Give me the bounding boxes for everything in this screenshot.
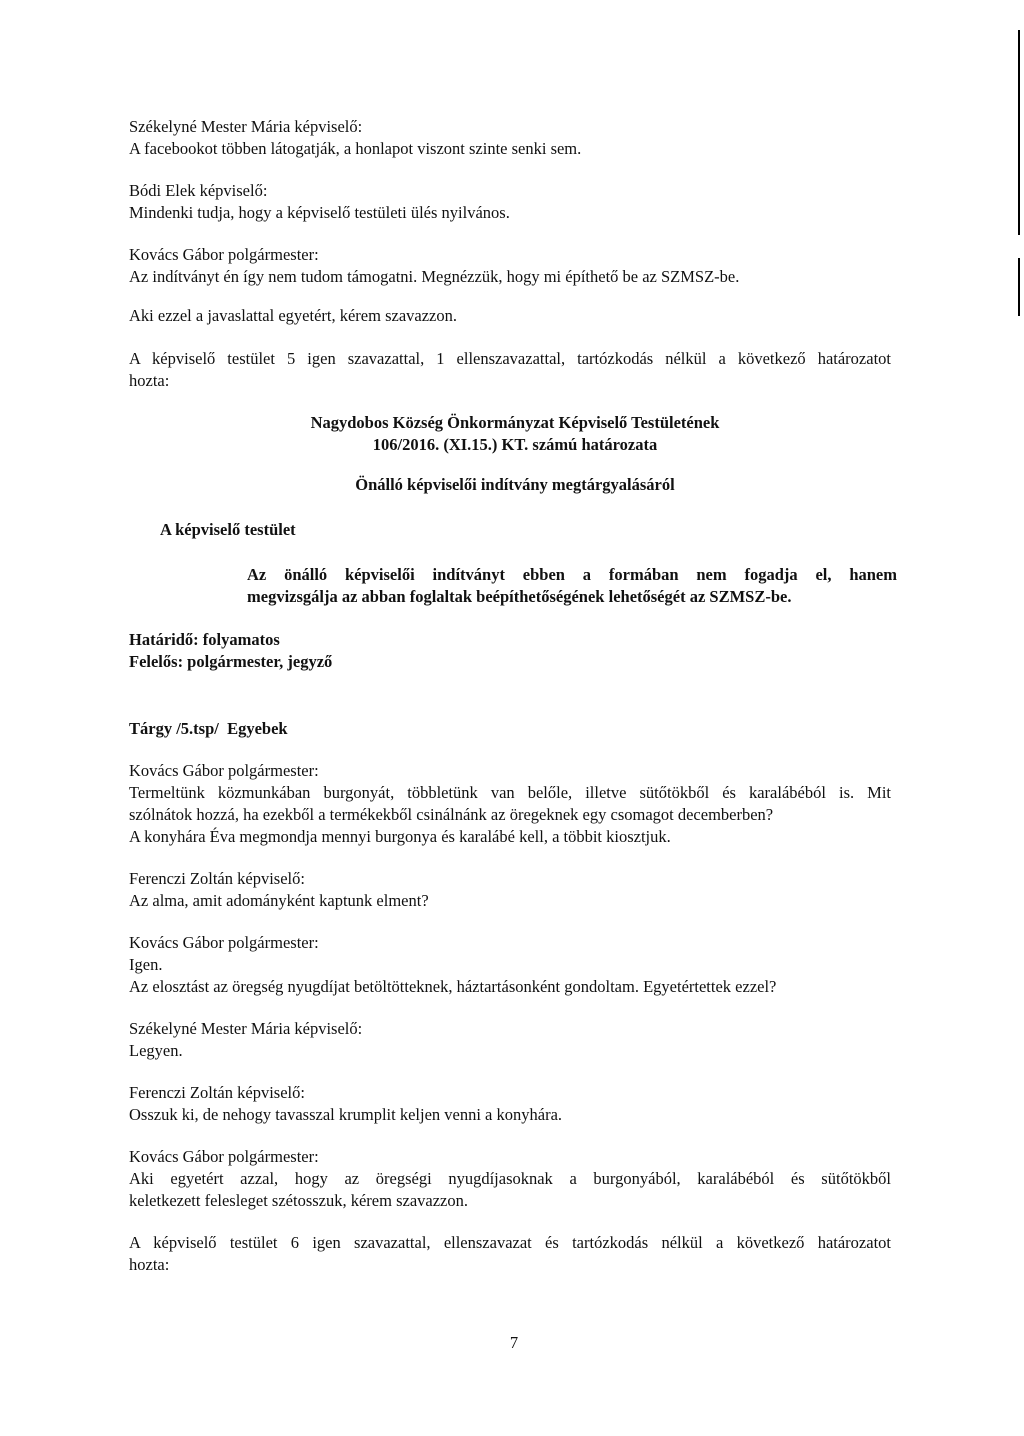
speaker-label: Kovács Gábor polgármester: — [129, 1147, 319, 1166]
speaker-block — [129, 116, 891, 160]
decision-line: megvizsgálja az abban foglaltak beépíthetőségének lehetőségét az SZMSZ-be. — [247, 587, 792, 606]
speaker-block — [129, 932, 891, 998]
page-number: 7 — [509, 1333, 519, 1352]
vote-result-line: A képviselő testület 6 igen szavazattal, ellenszavazat és tartózkodás nélkül a következő határozatot — [129, 1233, 891, 1252]
resolution-heading — [240, 412, 790, 456]
speaker-block — [129, 180, 891, 224]
deadline: Határidő: folyamatos — [129, 630, 280, 649]
resolution-heading-line: Nagydobos Község Önkormányzat Képviselő Testületének — [310, 413, 720, 432]
vote-result — [129, 1232, 891, 1276]
resolution-decision — [247, 564, 897, 608]
vote-request — [129, 305, 891, 327]
resolution-meta — [129, 629, 891, 673]
speech-line: keletkezett felesleget szétosszuk, kérem szavazzon. — [129, 1191, 468, 1210]
speech-line: Termeltünk közmunkában burgonyát, többletünk van belőle, illetve sütőtökből és karalábéból is. Mit — [129, 783, 891, 802]
speaker-block — [129, 1018, 891, 1062]
speaker-label: Székelyné Mester Mária képviselő: — [129, 117, 363, 136]
resolution-number: 106/2016. (XI.15.) KT. számú határozata — [372, 435, 658, 454]
vote-result-line: hozta: — [129, 371, 170, 390]
speech-line: Osszuk ki, de nehogy tavasszal krumplit keljen venni a konyhára. — [129, 1105, 563, 1124]
speech-line: Mindenki tudja, hogy a képviselő testületi ülés nyilvános. — [129, 203, 510, 222]
speech-line: szólnátok hozzá, ha ezekből a termékekből csinálnánk az öregeknek egy csomagot decemberben? — [129, 805, 774, 824]
scan-edge-line-middle — [1018, 258, 1020, 316]
speech-line: Az elosztást az öregség nyugdíjat betöltötteknek, háztartásonként gondoltam. Egyetértettek ezzel? — [129, 977, 777, 996]
speech-line: Aki egyetért azzal, hogy az öregségi nyugdíjasoknak a burgonyából, karalábéból és sütőtökből — [129, 1169, 891, 1188]
speech-line: Az alma, amit adományként kaptunk elment? — [129, 891, 429, 910]
speaker-label: Kovács Gábor polgármester: — [129, 933, 319, 952]
speaker-block — [129, 760, 891, 848]
speech-line: Az indítványt én így nem tudom támogatni. Megnézzük, hogy mi építhető be az SZMSZ-be. — [129, 267, 740, 286]
speech-line: A konyhára Éva megmondja mennyi burgonya és karalábé kell, a többit kiosztjuk. — [129, 827, 671, 846]
speech-line: Igen. — [129, 955, 163, 974]
vote-result-line: hozta: — [129, 1255, 170, 1274]
speaker-label: Kovács Gábor polgármester: — [129, 245, 319, 264]
speech-line: Legyen. — [129, 1041, 183, 1060]
speaker-label: Székelyné Mester Mária képviselő: — [129, 1019, 363, 1038]
vote-result — [129, 348, 891, 392]
speaker-block — [129, 868, 891, 912]
speaker-label: Ferenczi Zoltán képviselő: — [129, 869, 305, 888]
scan-edge-line-top — [1018, 30, 1020, 235]
speaker-label: Bódi Elek képviselő: — [129, 181, 268, 200]
decision-line: Az önálló képviselői indítványt ebben a formában nem fogadja el, hanem — [247, 565, 897, 584]
resolution-subject: Önálló képviselői indítvány megtárgyalásáról — [355, 475, 675, 494]
speaker-block — [129, 1082, 891, 1126]
speaker-label: Ferenczi Zoltán képviselő: — [129, 1083, 305, 1102]
vote-result-line: A képviselő testület 5 igen szavazattal, 1 ellenszavazattal, tartózkodás nélkül a következő határozatot — [129, 349, 891, 368]
speech-line: A facebookot többen látogatják, a honlapot viszont szinte senki sem. — [129, 139, 582, 158]
resolution-body-label: A képviselő testület — [160, 520, 296, 539]
agenda-item-heading: Tárgy /5.tsp/ Egyebek — [129, 719, 288, 738]
speaker-block — [129, 1146, 891, 1212]
responsible: Felelős: polgármester, jegyző — [129, 652, 333, 671]
statement-line: Aki ezzel a javaslattal egyetért, kérem szavazzon. — [129, 306, 457, 325]
speaker-block — [129, 244, 891, 288]
speaker-label: Kovács Gábor polgármester: — [129, 761, 319, 780]
